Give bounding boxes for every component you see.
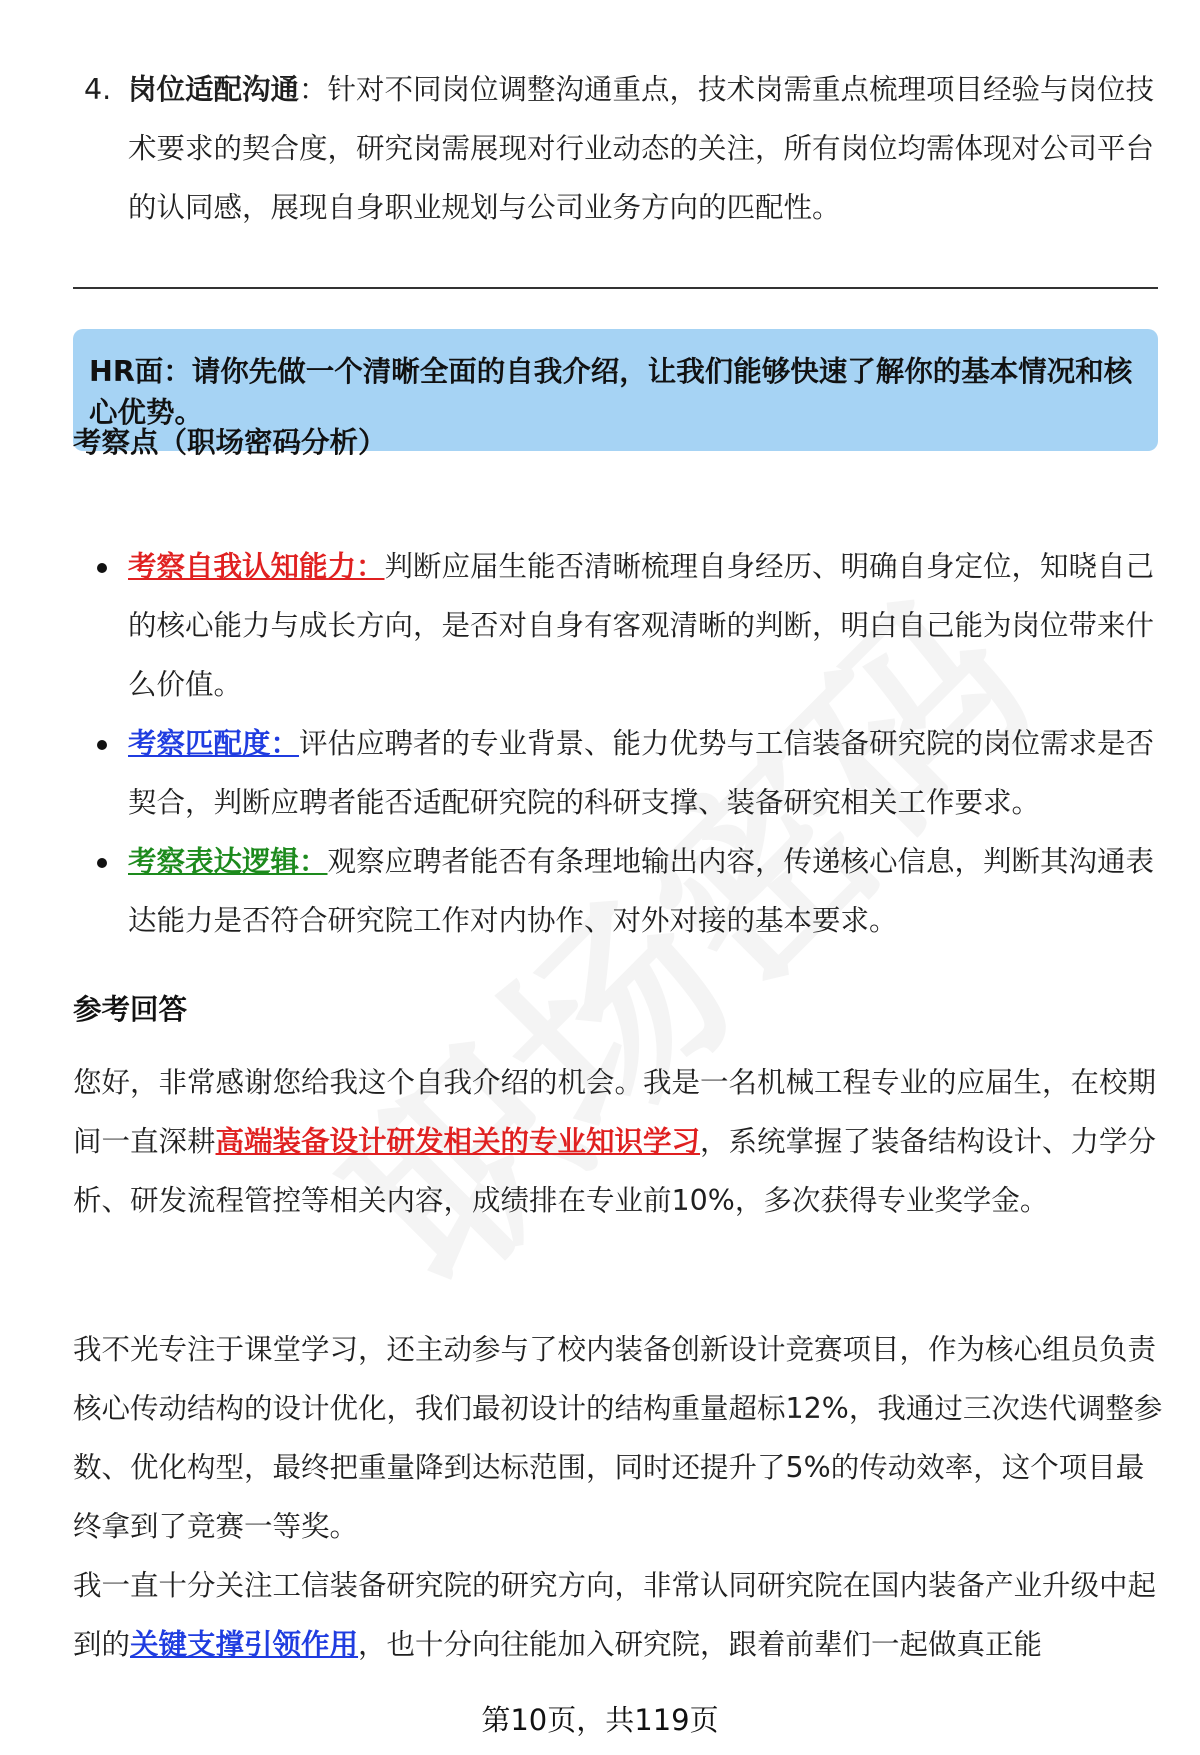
analysis-text: 判断应届生能否清晰梳理自身经历、明确自身定位，知晓自己的核心能力与成长方向，是否对自身有客观清晰的判断，明白自己能为岗位带来什么价值。: [128, 550, 1155, 701]
question-box: HR面：请你先做一个清晰全面的自我介绍，让我们能够快速了解你的基本情况和核心优势。: [73, 329, 1158, 451]
list-item-4: [84, 60, 1159, 237]
analysis-text: 观察应聘者能否有条理地输出内容，传递核心信息，判断其沟通表达能力是否符合研究院工作对内协作、对外对接的基本要求。: [128, 845, 1155, 937]
answer-highlight: 高端装备设计研发相关的专业知识学习: [215, 1125, 701, 1158]
section-divider: [73, 287, 1158, 289]
answer-highlight: 关键支撑引领作用: [130, 1628, 359, 1661]
analysis-title: 考察点（职场密码分析）: [73, 426, 387, 459]
list-item-title: 岗位适配沟通: [128, 73, 300, 106]
answer-paragraph-2: 我不光专注于课堂学习，还主动参与了校内装备创新设计竞赛项目，作为核心组员负责核心传动结构的设计优化，我们最初设计的结构重量超标12%，我通过三次迭代调整参数、优化构型，最终把重量降到达标范围，同时还提升了5%的传动效率，这个项目最终拿到了竞赛一等奖。: [73, 1333, 1163, 1543]
list-number: 4.: [84, 73, 112, 106]
analysis-item: [73, 832, 1163, 950]
analysis-item: [73, 537, 1163, 714]
answer-text: 您好，非常感谢您给我这个自我介绍的机会。我是一名机械工程专业的应届生，在校期间一直深耕: [73, 1066, 1157, 1158]
analysis-list: [73, 537, 1163, 950]
answer-text: 我一直十分关注工信装备研究院的研究方向，非常认同研究院在国内装备产业升级中起到的: [73, 1569, 1157, 1661]
analysis-keyword: 考察自我认知能力：: [128, 550, 385, 583]
bullet-dot: [97, 563, 107, 573]
analysis-keyword: 考察匹配度：: [128, 727, 300, 760]
answer-text: ，也十分向往能加入研究院，跟着前辈们一起做真正能: [358, 1628, 1043, 1661]
bullet-dot: [97, 858, 107, 868]
answer-paragraph-3: [73, 1556, 1163, 1674]
answer-text: ，系统掌握了装备结构设计、力学分析、研发流程管控等相关内容，成绩排在专业前10%，多次获得专业奖学金。: [73, 1125, 1157, 1217]
list-item-text: [128, 60, 1159, 237]
answer-paragraph-1: [73, 1053, 1163, 1230]
page-number: 第10页，共119页: [481, 1703, 719, 1737]
analysis-text: 评估应聘者的专业背景、能力优势与工信装备研究院的岗位需求是否契合，判断应聘者能否适配研究院的科研支撑、装备研究相关工作要求。: [128, 727, 1155, 819]
reference-title: 参考回答: [73, 993, 188, 1026]
analysis-item: [73, 714, 1163, 832]
bullet-dot: [97, 740, 107, 750]
analysis-keyword: 考察表达逻辑：: [128, 845, 328, 878]
list-item-body: ：针对不同岗位调整沟通重点，技术岗需重点梳理项目经验与岗位技术要求的契合度，研究岗需展现对行业动态的关注，所有岗位均需体现对公司平台的认同感，展现自身职业规划与公司业务方向的匹配性。: [128, 73, 1155, 224]
